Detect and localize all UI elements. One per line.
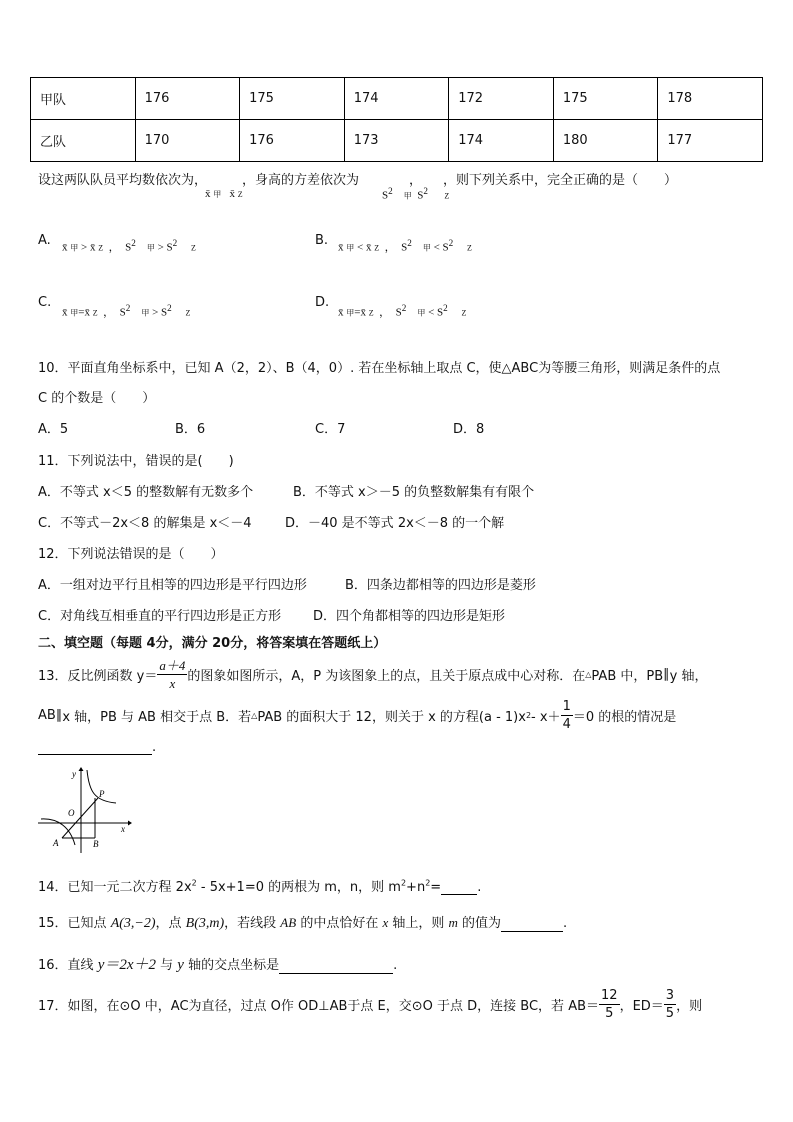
- q17-line: 17．如图，在⊙O 中，AC为直径，过点 O作 OD⊥AB于点 E，交⊙O 于点 D，连接 BC，若 AB＝ $\frac{12}{5}$ ，ED＝ $\frac{3}{5}$ ，则: [38, 987, 703, 1021]
- q9-option-c-formula: x̄ 甲=x̄ Z ， $S^2$ 甲 > $S^2$ Z: [62, 303, 191, 319]
- label-b: B: [93, 839, 99, 849]
- segment-ap: [62, 798, 98, 838]
- value-cell: 173: [344, 120, 449, 162]
- section-heading: 二、填空题（每题 4分，满分 20分，将答案填在答题纸上）: [38, 636, 387, 651]
- q13-fraction: $\frac{a+4}{x}$: [159, 657, 186, 691]
- q9-option-c-label: C.: [38, 295, 52, 310]
- table-row: [31, 78, 763, 120]
- value-cell: 176: [240, 120, 345, 162]
- q16-answer-blank[interactable]: [279, 959, 393, 974]
- q12-option-d: D．四个角都相等的四边形是矩形: [313, 609, 506, 624]
- parallel-icon: ∥: [663, 666, 670, 682]
- x-axis-arrow: [128, 821, 132, 826]
- q12-option-c: C．对角线互相垂直的平行四边形是正方形: [38, 609, 282, 624]
- q14-line: 14．已知一元二次方程 $2x^2 - 5x+1=0$ 的两根为 m，n，则 $m^2+n^2=$ .: [38, 878, 482, 895]
- value-cell: 175: [240, 78, 345, 120]
- team-cell: 甲队: [31, 78, 136, 120]
- q10-option-a: A．5: [38, 422, 69, 437]
- q11-option-d: D．－40 是不等式 2x＜－8 的一个解: [285, 516, 505, 531]
- q15-line: 15．已知点 A(3,−2)，点 B(3,m)，若线段 AB 的中点恰好在 x 轴上，则 m 的值为 .: [38, 915, 568, 931]
- q13-graph: [36, 765, 132, 853]
- value-cell: 170: [135, 120, 240, 162]
- q17-fraction-ab: $\frac{12}{5}$: [601, 987, 618, 1021]
- q9-option-a-formula: x̄ 甲 > x̄ Z ， $S^2$ 甲 > $S^2$ Z: [62, 238, 196, 254]
- height-table: [30, 77, 763, 162]
- parallel-icon: ∥: [55, 707, 63, 723]
- q12-option-b: B．四条边都相等的四边形是菱形: [345, 578, 536, 593]
- q10-line1: 10．平面直角坐标系中，已知 A（2，2）、B（4，0）. 若在坐标轴上取点 C，使△ABC为等腰三角形，则满足条件的点: [38, 361, 721, 376]
- y-axis-arrow: [79, 767, 84, 771]
- q10-option-c: C．7: [315, 422, 346, 437]
- label-p: P: [99, 789, 105, 799]
- team-cell: 乙队: [31, 120, 136, 162]
- q14-answer-blank[interactable]: [441, 880, 477, 895]
- q9-option-d-formula: x̄ 甲=x̄ Z ， $S^2$ 甲 < $S^2$ Z: [338, 303, 467, 319]
- value-cell: 172: [449, 78, 554, 120]
- q11-option-b: B．不等式 x＞－5 的负整数解集有有限个: [293, 485, 535, 500]
- value-cell: 180: [553, 120, 658, 162]
- q9-option-b-formula: x̄ 甲 < x̄ Z ， $S^2$ 甲 < $S^2$ Z: [338, 238, 472, 254]
- label-a: A: [53, 838, 59, 848]
- q10-option-d: D．8: [453, 422, 485, 437]
- q15-answer-blank[interactable]: [501, 917, 563, 932]
- q10-line2: C 的个数是（ ）: [38, 391, 156, 406]
- q13-answer-line: .: [38, 738, 156, 755]
- q9-stem: 设这两队队员平均数依次为， ，身高的方差依次为 ， ，则下列关系中，完全正确的是（ ）: [38, 173, 678, 188]
- table-row: [31, 120, 763, 162]
- q17-fraction-ed: $\frac{3}{5}$: [665, 987, 675, 1021]
- q9-option-d-label: D.: [315, 295, 330, 310]
- value-cell: 177: [658, 120, 763, 162]
- q13-answer-blank[interactable]: [38, 738, 152, 755]
- label-o: O: [68, 808, 75, 818]
- triangle-icon: △: [585, 669, 592, 679]
- q13-fraction2: $\frac{1}{4}$: [562, 698, 571, 732]
- q9-option-a-label: A.: [38, 233, 51, 248]
- value-cell: 174: [449, 120, 554, 162]
- q9-variance-symbols: $S^2$ 甲 $S^2$ Z: [382, 186, 450, 202]
- q13-line2: AB ∥ x 轴，PB 与 AB 相交于点 B．若 △ PAB 的面积大于 12，则关于 x 的方程(a - 1)x 2 - x＋ $\frac{1}{4}$ ＝0 的根的情况是: [38, 698, 677, 732]
- q12-stem: 12．下列说法错误的是（ ）: [38, 547, 224, 562]
- q10-option-b: B．6: [175, 422, 206, 437]
- q9-option-b-label: B.: [315, 233, 329, 248]
- q12-option-a: A．一组对边平行且相等的四边形是平行四边形: [38, 578, 307, 593]
- value-cell: 176: [135, 78, 240, 120]
- q11-option-a: A．不等式 x＜5 的整数解有无数多个: [38, 485, 254, 500]
- value-cell: 175: [553, 78, 658, 120]
- q11-stem: 11．下列说法中，错误的是( ): [38, 454, 234, 469]
- label-y: y: [72, 769, 76, 779]
- q11-option-c: C．不等式－2x＜8 的解集是 x＜－4: [38, 516, 252, 531]
- triangle-icon: △: [251, 710, 258, 720]
- q9-mean-symbols: x̄ 甲 x̄ Z: [205, 188, 243, 200]
- q13-line1: 13．反比例函数 y＝ $\frac{a+4}{x}$ 的图象如图所示，A，P 为该图象上的点，且关于原点成中心对称．在 △ PAB 中，PB ∥ y 轴，: [38, 657, 708, 691]
- label-x: x: [121, 824, 125, 834]
- q16-line: 16．直线 y＝2x＋2 与 y 轴的交点坐标是 .: [38, 957, 398, 973]
- value-cell: 174: [344, 78, 449, 120]
- value-cell: 178: [658, 78, 763, 120]
